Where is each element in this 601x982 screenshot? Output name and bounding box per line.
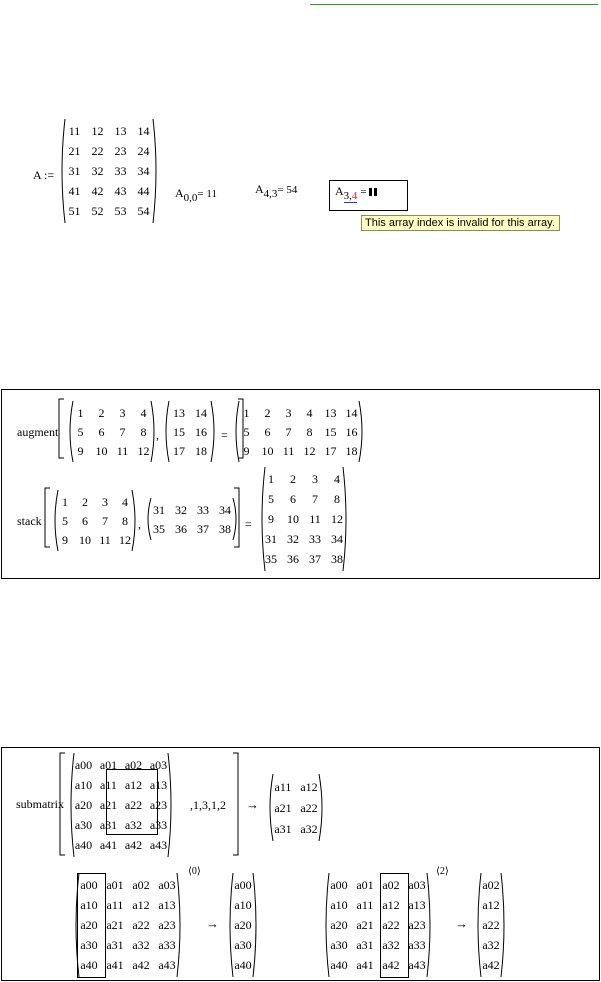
eval-a34-index <box>344 190 358 203</box>
matrix-cell: 10 <box>79 532 91 547</box>
matrix-cell: a12 <box>300 779 318 794</box>
matrix-cell: 17 <box>324 443 337 458</box>
matrix-cell: a01 <box>356 878 374 892</box>
matrix-cell: a01 <box>99 758 118 772</box>
matrix-cell: a00 <box>234 878 252 892</box>
matrix-cell: 21 <box>68 144 81 158</box>
matrix-cell: a20 <box>74 798 93 812</box>
index-part-a: 3, <box>343 190 352 202</box>
matrix-cell: a33 <box>158 938 176 952</box>
matrix-cell: 36 <box>175 521 187 536</box>
matrix-cell: a20 <box>234 918 252 932</box>
matrix-cell: 6 <box>290 492 296 506</box>
matrix-cell: 31 <box>68 164 81 178</box>
stack-result-matrix <box>258 466 350 572</box>
matrix-cell: 7 <box>312 492 318 506</box>
matrix-cell: 35 <box>265 552 277 566</box>
matrix-cell: 10 <box>95 443 108 458</box>
matrix-cell: a03 <box>408 878 426 892</box>
matrix-cell: a42 <box>482 958 500 972</box>
matrix-cell: a10 <box>80 898 98 912</box>
matrix-cell: 7 <box>285 424 292 439</box>
matrix-cell: a02 <box>382 878 400 892</box>
matrix-cell: a03 <box>158 878 176 892</box>
matrix-cell: 6 <box>82 513 88 528</box>
matrix-cells <box>236 403 362 460</box>
matrix-cell: 12 <box>91 124 104 138</box>
column2-selection-box <box>380 873 409 978</box>
matrix-cell: 37 <box>309 552 321 566</box>
matrix-cell: 14 <box>345 405 358 420</box>
matrix-cell: 31 <box>265 532 277 546</box>
matrix-cell: 5 <box>62 513 68 528</box>
submatrix-selection-box <box>106 769 158 835</box>
submatrix-args: ,1,3,1,2 <box>190 798 226 812</box>
matrix-cell: a22 <box>482 918 500 932</box>
matrix-cell: 38 <box>331 552 343 566</box>
matrix-cell: a00 <box>80 878 98 892</box>
column2-source-matrix <box>322 872 434 978</box>
matrix-cell: 8 <box>306 424 313 439</box>
matrix-cell: a01 <box>106 878 124 892</box>
eval-a00-name: A <box>175 186 184 200</box>
matrix-cell: 8 <box>140 424 147 439</box>
matrix-cell: 11 <box>68 124 81 138</box>
matrix-cell: 16 <box>345 424 358 439</box>
matrix-cell: 4 <box>140 405 147 420</box>
matrix-cell: a42 <box>132 958 150 972</box>
matrix-cell: a41 <box>99 838 118 852</box>
matrix-cell: a13 <box>408 898 426 912</box>
matrix-a <box>58 118 160 224</box>
matrix-cell: 2 <box>82 494 88 509</box>
matrix-cell: a22 <box>132 918 150 932</box>
matrix-cell: 12 <box>331 512 343 526</box>
matrix-cell: 1 <box>268 472 274 486</box>
matrix-cell: 41 <box>68 184 81 198</box>
matrix-cell: 8 <box>122 513 128 528</box>
matrix-cell: a42 <box>124 838 143 852</box>
matrix-cell: 11 <box>99 532 111 547</box>
matrix-cell: 18 <box>345 443 358 458</box>
matrix-cell: 11 <box>116 443 129 458</box>
matrix-cell: a22 <box>124 798 143 812</box>
matrix-cell: a21 <box>274 800 292 815</box>
matrix-cell: 32 <box>91 164 104 178</box>
matrix-cell: a11 <box>106 898 124 912</box>
submatrix-result-matrix <box>266 773 326 842</box>
matrix-cell: 22 <box>91 144 104 158</box>
matrix-cell: a23 <box>149 798 168 812</box>
augment-result-matrix <box>232 400 366 463</box>
column2-result-matrix <box>474 872 508 978</box>
stack-matrix-2 <box>144 497 240 541</box>
matrix-cell: 4 <box>334 472 340 486</box>
eval-a43-name: A <box>255 182 264 196</box>
matrix-cell: a33 <box>149 818 168 832</box>
matrix-cell: a43 <box>408 958 426 972</box>
matrix-cell: 4 <box>306 405 313 420</box>
matrix-cell: a02 <box>482 878 500 892</box>
eval-a34-name: A <box>335 184 344 198</box>
column2-superscript: ⟨2⟩ <box>436 866 449 877</box>
matrix-cell: 1 <box>77 405 84 420</box>
eval-a00-result: = 11 <box>197 188 217 200</box>
matrix-cells <box>326 875 430 975</box>
stack-matrix-1 <box>51 489 139 552</box>
matrix-cell: a21 <box>356 918 374 932</box>
matrix-cell: 12 <box>119 532 131 547</box>
matrix-cell: 8 <box>334 492 340 506</box>
matrix-cell: a43 <box>149 838 168 852</box>
matrix-cell: 33 <box>114 164 127 178</box>
matrix-cell: a32 <box>382 938 400 952</box>
matrix-cell: 1 <box>62 494 68 509</box>
matrix-cell: 34 <box>331 532 343 546</box>
matrix-cell: 9 <box>62 532 68 547</box>
matrix-cell: 3 <box>285 405 292 420</box>
matrix-cell: a20 <box>80 918 98 932</box>
matrix-cell: 34 <box>137 164 150 178</box>
submatrix-label: submatrix <box>16 797 64 811</box>
matrix-cell: 3 <box>119 405 126 420</box>
matrix-cell: 2 <box>290 472 296 486</box>
augment-matrix-2 <box>162 400 218 463</box>
matrix-cell: a30 <box>74 818 93 832</box>
matrix-cell: a40 <box>330 958 348 972</box>
matrix-cells <box>478 875 504 975</box>
matrix-cell: a10 <box>74 778 93 792</box>
matrix-cell: a00 <box>74 758 93 772</box>
matrix-cell: 7 <box>102 513 108 528</box>
eval-a34-equals: = <box>360 186 367 198</box>
matrix-cell: a12 <box>124 778 143 792</box>
matrix-cell: a42 <box>382 958 400 972</box>
matrix-cell: 53 <box>114 204 127 218</box>
submatrix-arrow: → <box>246 797 259 812</box>
matrix-cell: a43 <box>158 958 176 972</box>
matrix-cell: a13 <box>158 898 176 912</box>
matrix-cell: a30 <box>80 938 98 952</box>
matrix-cell: 16 <box>195 424 207 439</box>
matrix-cells <box>270 776 322 839</box>
matrix-cell: 5 <box>243 424 250 439</box>
matrix-cell: a12 <box>382 898 400 912</box>
matrix-cell: a31 <box>99 818 118 832</box>
matrix-cell: 5 <box>268 492 274 506</box>
eval-a43-index: 4,3 <box>263 188 278 200</box>
matrix-cell: 10 <box>261 443 274 458</box>
eval-a34-error[interactable] <box>335 184 377 202</box>
matrix-cell: a40 <box>74 838 93 852</box>
matrix-cells <box>230 875 256 975</box>
matrix-cell: 35 <box>153 521 165 536</box>
matrix-cell: 14 <box>137 124 150 138</box>
matrix-cell: 15 <box>324 424 337 439</box>
matrix-cell: a40 <box>80 958 98 972</box>
matrix-cell: 5 <box>77 424 84 439</box>
index-part-invalid: 4 <box>351 190 358 202</box>
matrix-cell: a22 <box>382 918 400 932</box>
matrix-cell: 9 <box>268 512 274 526</box>
matrix-cell: 17 <box>173 443 185 458</box>
matrix-cell: a41 <box>356 958 374 972</box>
eval-a00-index: 0,0 <box>183 192 198 204</box>
matrix-cell: 13 <box>324 405 337 420</box>
matrix-cell: a31 <box>274 821 292 836</box>
matrix-cells <box>55 492 135 549</box>
matrix-cell: a23 <box>408 918 426 932</box>
matrix-cell: 12 <box>137 443 150 458</box>
matrix-cell: 2 <box>98 405 105 420</box>
matrix-cell: 3 <box>102 494 108 509</box>
matrix-cell: 23 <box>114 144 127 158</box>
augment-label: augment <box>17 425 59 439</box>
matrix-cell: 33 <box>197 502 209 517</box>
matrix-cell: 7 <box>119 424 126 439</box>
matrix-cell: a10 <box>234 898 252 912</box>
error-tooltip: This array index is invalid for this array. <box>361 215 560 231</box>
matrix-cell: 3 <box>312 472 318 486</box>
matrix-cell: 2 <box>264 405 271 420</box>
stack-comma: , <box>138 517 141 531</box>
matrix-cell: 54 <box>137 204 150 218</box>
matrix-cell: 6 <box>264 424 271 439</box>
matrix-cell: a20 <box>330 918 348 932</box>
matrix-cell: a02 <box>132 878 150 892</box>
matrix-cell: 14 <box>195 405 207 420</box>
matrix-cell: 24 <box>137 144 150 158</box>
matrix-cell: a12 <box>482 898 500 912</box>
matrix-cell: a21 <box>99 798 118 812</box>
column0-result-matrix <box>226 872 260 978</box>
augment-matrix-1 <box>66 400 158 463</box>
matrix-cells <box>260 469 348 569</box>
matrix-cell: a11 <box>356 898 374 912</box>
matrix-cell: 13 <box>114 124 127 138</box>
matrix-cells <box>148 500 236 538</box>
matrix-cell: a22 <box>300 800 318 815</box>
matrix-cell: 43 <box>114 184 127 198</box>
matrix-cell: a11 <box>274 779 292 794</box>
augment-comma: , <box>156 428 159 442</box>
stack-equals: = <box>245 517 252 531</box>
matrix-cell: a23 <box>158 918 176 932</box>
matrix-cell: 13 <box>173 405 185 420</box>
matrix-cell: 11 <box>309 512 321 526</box>
stack-label: stack <box>17 514 42 528</box>
matrix-cell: 37 <box>197 521 209 536</box>
matrix-cell: 1 <box>243 405 250 420</box>
eval-a43 <box>255 182 298 200</box>
matrix-cell: 9 <box>243 443 250 458</box>
matrix-cell: a30 <box>234 938 252 952</box>
matrix-cell: a03 <box>149 758 168 772</box>
matrix-cell: 42 <box>91 184 104 198</box>
matrix-cells <box>63 121 155 221</box>
matrix-cell: 33 <box>309 532 321 546</box>
matrix-cells <box>168 403 212 460</box>
matrix-cell: a32 <box>132 938 150 952</box>
matrix-cell: 4 <box>122 494 128 509</box>
matrix-cell: 32 <box>175 502 187 517</box>
matrix-cell: a41 <box>106 958 124 972</box>
matrix-cell: 15 <box>173 424 185 439</box>
placeholder-mark <box>369 188 372 196</box>
matrix-cell: a00 <box>330 878 348 892</box>
matrix-cell: a30 <box>330 938 348 952</box>
matrix-cell: 18 <box>195 443 207 458</box>
matrix-cell: a32 <box>300 821 318 836</box>
matrix-cell: 44 <box>137 184 150 198</box>
matrix-cell: 38 <box>219 521 231 536</box>
matrix-cell: a33 <box>408 938 426 952</box>
matrix-cell: 31 <box>153 502 165 517</box>
assign-label: A := <box>33 168 55 182</box>
matrix-cell: 10 <box>287 512 299 526</box>
matrix-cell: a32 <box>482 938 500 952</box>
matrix-cell: 12 <box>303 443 316 458</box>
matrix-cell: 51 <box>68 204 81 218</box>
matrix-cell: a10 <box>330 898 348 912</box>
matrix-cell: a13 <box>149 778 168 792</box>
matrix-cell: a31 <box>356 938 374 952</box>
matrix-cell: a11 <box>100 778 117 792</box>
augment-equals: = <box>221 428 228 442</box>
matrix-cell: 34 <box>219 502 231 517</box>
matrix-cell: 52 <box>91 204 104 218</box>
matrix-cell: a31 <box>106 938 124 952</box>
matrix-cell: 36 <box>287 552 299 566</box>
eval-a43-result: = 54 <box>277 184 298 196</box>
matrix-cell: 9 <box>77 443 84 458</box>
top-green-line <box>310 4 598 5</box>
matrix-cell: a12 <box>132 898 150 912</box>
column0-superscript: ⟨0⟩ <box>188 866 201 877</box>
column2-arrow: → <box>455 916 468 931</box>
matrix-cell: a02 <box>124 758 143 772</box>
matrix-cell: 32 <box>287 532 299 546</box>
column0-arrow: → <box>206 916 219 931</box>
matrix-cell: a40 <box>234 958 252 972</box>
matrix-cell: a32 <box>124 818 143 832</box>
column0-selection-box <box>77 873 106 978</box>
matrix-cell: a21 <box>106 918 124 932</box>
matrix-cell: 11 <box>282 443 295 458</box>
matrix-cells <box>70 403 154 460</box>
matrix-cell: 6 <box>98 424 105 439</box>
placeholder-mark <box>374 188 377 196</box>
eval-a00 <box>175 186 217 204</box>
